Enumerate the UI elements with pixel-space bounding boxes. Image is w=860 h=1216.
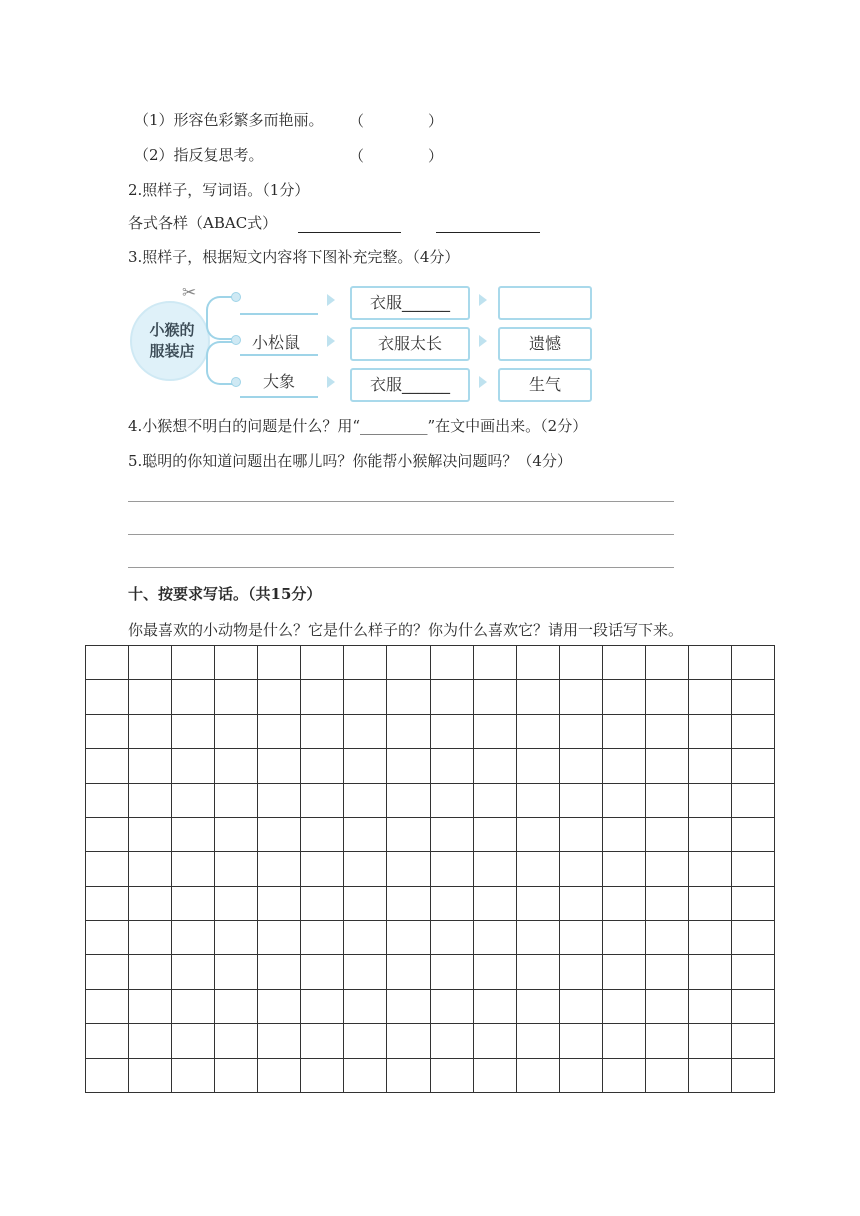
grid-cell[interactable]	[474, 852, 517, 886]
q2-title: 2.照样子，写词语。（1分）	[128, 181, 310, 199]
grid-cell[interactable]	[387, 784, 430, 818]
grid-cell[interactable]	[689, 680, 732, 714]
grid-cell[interactable]	[474, 1059, 517, 1093]
grid-cell[interactable]	[344, 921, 387, 955]
grid-cell[interactable]	[474, 680, 517, 714]
grid-cell[interactable]	[474, 646, 517, 680]
grid-cell[interactable]	[301, 680, 344, 714]
grid-cell[interactable]	[387, 887, 430, 921]
grid-cell[interactable]	[344, 1059, 387, 1093]
grid-cell[interactable]	[86, 1024, 129, 1058]
grid-cell[interactable]	[431, 749, 474, 783]
grid-cell[interactable]	[86, 1059, 129, 1093]
grid-cell[interactable]	[86, 852, 129, 886]
grid-cell[interactable]	[258, 749, 301, 783]
grid-cell[interactable]	[387, 818, 430, 852]
grid-cell[interactable]	[172, 646, 215, 680]
q1-item-2-answer-open: （	[349, 147, 365, 165]
q2-blank-2[interactable]	[436, 232, 540, 233]
grid-cell[interactable]	[689, 955, 732, 989]
grid-cell[interactable]	[732, 955, 775, 989]
grid-cell[interactable]	[560, 955, 603, 989]
grid-cell[interactable]	[732, 646, 775, 680]
grid-cell[interactable]	[301, 646, 344, 680]
grid-cell[interactable]	[258, 990, 301, 1024]
grid-cell[interactable]	[129, 990, 172, 1024]
grid-cell[interactable]	[646, 921, 689, 955]
row-2-dot	[231, 335, 241, 345]
grid-cell[interactable]	[646, 646, 689, 680]
diagram-hub	[130, 301, 210, 381]
grid-cell[interactable]	[431, 955, 474, 989]
grid-cell[interactable]	[301, 1024, 344, 1058]
q3-title: 3.照样子，根据短文内容将下图补充完整。（4分）	[128, 248, 460, 266]
grid-cell[interactable]	[517, 715, 560, 749]
grid-cell[interactable]	[603, 852, 646, 886]
grid-cell[interactable]	[172, 818, 215, 852]
grid-cell[interactable]	[603, 715, 646, 749]
grid-cell[interactable]	[732, 1059, 775, 1093]
grid-cell[interactable]	[215, 749, 258, 783]
grid-cell[interactable]	[344, 990, 387, 1024]
grid-cell[interactable]	[215, 955, 258, 989]
grid-cell[interactable]	[517, 818, 560, 852]
grid-cell[interactable]	[431, 852, 474, 886]
grid-cell[interactable]	[560, 852, 603, 886]
grid-cell[interactable]	[129, 818, 172, 852]
row-1-arrow-2	[479, 294, 487, 306]
grid-cell[interactable]	[431, 990, 474, 1024]
grid-cell[interactable]	[172, 784, 215, 818]
grid-cell[interactable]	[301, 887, 344, 921]
grid-cell[interactable]	[172, 990, 215, 1024]
grid-cell[interactable]	[129, 887, 172, 921]
grid-cell[interactable]	[129, 955, 172, 989]
grid-cell[interactable]	[86, 784, 129, 818]
row-3-line	[240, 396, 318, 398]
grid-cell[interactable]	[646, 715, 689, 749]
grid-cell[interactable]	[344, 887, 387, 921]
grid-cell[interactable]	[129, 1024, 172, 1058]
grid-cell[interactable]	[603, 1059, 646, 1093]
grid-cell[interactable]	[215, 715, 258, 749]
grid-cell[interactable]	[603, 749, 646, 783]
grid-cell[interactable]	[86, 715, 129, 749]
grid-cell[interactable]	[689, 715, 732, 749]
grid-cell[interactable]	[431, 1024, 474, 1058]
grid-cell[interactable]	[560, 784, 603, 818]
grid-cell[interactable]	[86, 921, 129, 955]
grid-cell[interactable]	[689, 784, 732, 818]
grid-cell[interactable]	[344, 818, 387, 852]
grid-cell[interactable]	[646, 990, 689, 1024]
row-1-problem[interactable]: 衣服______	[350, 286, 470, 320]
row-3-dot	[231, 377, 241, 387]
grid-cell[interactable]	[603, 818, 646, 852]
grid-cell[interactable]	[517, 1024, 560, 1058]
grid-cell[interactable]	[215, 852, 258, 886]
grid-cell[interactable]	[301, 749, 344, 783]
grid-cell[interactable]	[646, 784, 689, 818]
grid-cell[interactable]	[258, 715, 301, 749]
grid-cell[interactable]	[517, 1059, 560, 1093]
grid-cell[interactable]	[689, 990, 732, 1024]
grid-cell[interactable]	[215, 1024, 258, 1058]
writing-grid[interactable]	[85, 645, 775, 1093]
grid-cell[interactable]	[431, 680, 474, 714]
row-3-name: 大象	[263, 372, 296, 391]
grid-cell[interactable]	[732, 680, 775, 714]
grid-cell[interactable]	[732, 887, 775, 921]
grid-cell[interactable]	[172, 852, 215, 886]
q1-item-1: （1）形容色彩繁多而艳丽。	[134, 111, 324, 129]
grid-cell[interactable]	[474, 818, 517, 852]
grid-cell[interactable]	[603, 784, 646, 818]
q2-blank-1[interactable]	[298, 232, 401, 233]
grid-cell[interactable]	[387, 852, 430, 886]
grid-cell[interactable]	[517, 955, 560, 989]
section-10-title: 十、按要求写话。（共15分）	[128, 585, 322, 603]
grid-cell[interactable]	[732, 749, 775, 783]
grid-cell[interactable]	[387, 646, 430, 680]
grid-cell[interactable]	[431, 887, 474, 921]
grid-cell[interactable]	[258, 887, 301, 921]
grid-cell[interactable]	[474, 784, 517, 818]
row-1-arrow-1	[327, 294, 335, 306]
row-1-line	[240, 313, 318, 315]
grid-cell[interactable]	[258, 921, 301, 955]
grid-cell[interactable]	[603, 921, 646, 955]
row-2-problem: 衣服太长	[350, 327, 470, 361]
grid-cell[interactable]	[732, 715, 775, 749]
grid-cell[interactable]	[215, 887, 258, 921]
grid-cell[interactable]	[646, 818, 689, 852]
grid-cell[interactable]	[560, 646, 603, 680]
grid-cell[interactable]	[517, 990, 560, 1024]
grid-cell[interactable]	[387, 749, 430, 783]
grid-cell[interactable]	[474, 887, 517, 921]
grid-cell[interactable]	[387, 1059, 430, 1093]
grid-cell[interactable]	[258, 1059, 301, 1093]
row-2-line	[240, 354, 318, 356]
grid-cell[interactable]	[387, 990, 430, 1024]
grid-cell[interactable]	[129, 784, 172, 818]
grid-cell[interactable]	[689, 1059, 732, 1093]
grid-cell[interactable]	[517, 680, 560, 714]
grid-cell[interactable]	[689, 921, 732, 955]
grid-cell[interactable]	[258, 1024, 301, 1058]
grid-cell[interactable]	[86, 646, 129, 680]
grid-cell[interactable]	[387, 1024, 430, 1058]
connector-top	[206, 296, 238, 340]
q1-item-1-answer-close: ）	[428, 112, 444, 130]
row-2-result: 遗憾	[498, 327, 592, 361]
grid-cell[interactable]	[517, 784, 560, 818]
grid-cell[interactable]	[172, 1024, 215, 1058]
grid-cell[interactable]	[689, 852, 732, 886]
grid-cell[interactable]	[732, 990, 775, 1024]
grid-cell[interactable]	[387, 680, 430, 714]
grid-cell[interactable]	[560, 1024, 603, 1058]
row-1-dot	[231, 292, 241, 302]
grid-cell[interactable]	[215, 990, 258, 1024]
grid-cell[interactable]	[689, 749, 732, 783]
grid-cell[interactable]	[732, 921, 775, 955]
grid-cell[interactable]	[215, 646, 258, 680]
grid-cell[interactable]	[560, 990, 603, 1024]
grid-cell[interactable]	[172, 715, 215, 749]
grid-cell[interactable]	[172, 749, 215, 783]
grid-cell[interactable]	[689, 887, 732, 921]
grid-cell[interactable]	[431, 784, 474, 818]
grid-cell[interactable]	[517, 749, 560, 783]
grid-cell[interactable]	[517, 852, 560, 886]
grid-cell[interactable]	[646, 1059, 689, 1093]
grid-cell[interactable]	[646, 1024, 689, 1058]
grid-cell[interactable]	[129, 715, 172, 749]
q2-example: 各式各样（ABAC式）	[128, 214, 278, 232]
grid-cell[interactable]	[301, 1059, 344, 1093]
q1-item-2: （2）指反复思考。	[134, 146, 264, 164]
grid-cell[interactable]	[301, 921, 344, 955]
grid-cell[interactable]	[431, 1059, 474, 1093]
grid-cell[interactable]	[560, 1059, 603, 1093]
row-3-arrow-1	[327, 376, 335, 388]
grid-cell[interactable]	[86, 818, 129, 852]
grid-cell[interactable]	[258, 680, 301, 714]
grid-cell[interactable]	[474, 749, 517, 783]
q5-title: 5.聪明的你知道问题出在哪儿吗？你能帮小猴解决问题吗？（4分）	[128, 452, 572, 470]
grid-cell[interactable]	[215, 680, 258, 714]
grid-cell[interactable]	[301, 715, 344, 749]
grid-cell[interactable]	[172, 1059, 215, 1093]
section-10-prompt: 你最喜欢的小动物是什么？它是什么样子的？你为什么喜欢它？请用一段话写下来。	[128, 621, 684, 639]
grid-cell[interactable]	[431, 715, 474, 749]
grid-cell[interactable]	[431, 921, 474, 955]
grid-cell[interactable]	[689, 646, 732, 680]
grid-cell[interactable]	[301, 990, 344, 1024]
hub-label: 小猴的 服装店	[149, 321, 195, 360]
grid-cell[interactable]	[603, 955, 646, 989]
grid-cell[interactable]	[603, 887, 646, 921]
grid-cell[interactable]	[732, 852, 775, 886]
grid-cell[interactable]	[172, 921, 215, 955]
row-3-problem[interactable]: 衣服______	[350, 368, 470, 402]
q4-title: 4.小猴想不明白的问题是什么？用“_________”在文中画出来。（2分）	[128, 417, 588, 435]
grid-cell[interactable]	[344, 646, 387, 680]
grid-cell[interactable]	[258, 955, 301, 989]
grid-cell[interactable]	[560, 921, 603, 955]
grid-cell[interactable]	[129, 680, 172, 714]
grid-cell[interactable]	[86, 680, 129, 714]
grid-cell[interactable]	[646, 680, 689, 714]
grid-cell[interactable]	[603, 646, 646, 680]
row-2-name: 小松鼠	[252, 333, 301, 352]
grid-cell[interactable]	[129, 1059, 172, 1093]
grid-cell[interactable]	[129, 646, 172, 680]
grid-cell[interactable]	[646, 749, 689, 783]
grid-cell[interactable]	[172, 955, 215, 989]
grid-cell[interactable]	[86, 955, 129, 989]
grid-cell[interactable]	[431, 646, 474, 680]
grid-cell[interactable]	[517, 646, 560, 680]
grid-cell[interactable]	[603, 680, 646, 714]
grid-cell[interactable]	[258, 646, 301, 680]
grid-cell[interactable]	[301, 784, 344, 818]
grid-cell[interactable]	[646, 955, 689, 989]
grid-cell[interactable]	[215, 1059, 258, 1093]
grid-cell[interactable]	[517, 921, 560, 955]
answer-line-3[interactable]	[128, 567, 674, 568]
grid-cell[interactable]	[344, 955, 387, 989]
grid-cell[interactable]	[86, 990, 129, 1024]
grid-cell[interactable]	[474, 921, 517, 955]
grid-cell[interactable]	[732, 1024, 775, 1058]
grid-cell[interactable]	[86, 887, 129, 921]
grid-cell[interactable]	[517, 887, 560, 921]
row-1-result[interactable]	[498, 286, 592, 320]
row-2-arrow-1	[327, 335, 335, 347]
grid-cell[interactable]	[86, 749, 129, 783]
grid-cell[interactable]	[646, 852, 689, 886]
q1-item-1-answer-open: （	[349, 112, 365, 130]
grid-cell[interactable]	[732, 818, 775, 852]
grid-cell[interactable]	[344, 852, 387, 886]
grid-cell[interactable]	[344, 1024, 387, 1058]
grid-cell[interactable]	[387, 955, 430, 989]
grid-cell[interactable]	[129, 749, 172, 783]
grid-cell[interactable]	[172, 887, 215, 921]
grid-cell[interactable]	[129, 852, 172, 886]
grid-cell[interactable]	[689, 818, 732, 852]
answer-line-1[interactable]	[128, 501, 674, 502]
grid-cell[interactable]	[474, 990, 517, 1024]
grid-cell[interactable]	[344, 749, 387, 783]
grid-cell[interactable]	[301, 955, 344, 989]
grid-cell[interactable]	[560, 818, 603, 852]
grid-cell[interactable]	[387, 715, 430, 749]
grid-cell[interactable]	[344, 715, 387, 749]
grid-cell[interactable]	[129, 921, 172, 955]
grid-cell[interactable]	[344, 784, 387, 818]
clothing-shop-diagram	[128, 283, 598, 398]
grid-cell[interactable]	[215, 921, 258, 955]
grid-cell[interactable]	[603, 1024, 646, 1058]
row-3-arrow-2	[479, 376, 487, 388]
grid-cell[interactable]	[560, 749, 603, 783]
grid-cell[interactable]	[172, 680, 215, 714]
grid-cell[interactable]	[258, 818, 301, 852]
answer-line-2[interactable]	[128, 534, 674, 535]
grid-cell[interactable]	[603, 990, 646, 1024]
grid-cell[interactable]	[301, 818, 344, 852]
row-2-arrow-2	[479, 335, 487, 347]
grid-cell[interactable]	[387, 921, 430, 955]
grid-cell[interactable]	[301, 852, 344, 886]
grid-cell[interactable]	[431, 818, 474, 852]
row-3-result: 生气	[498, 368, 592, 402]
scissors-icon: ✂	[182, 283, 197, 303]
grid-cell[interactable]	[215, 818, 258, 852]
grid-cell[interactable]	[258, 852, 301, 886]
grid-cell[interactable]	[215, 784, 258, 818]
grid-cell[interactable]	[646, 887, 689, 921]
grid-cell[interactable]	[474, 955, 517, 989]
grid-cell[interactable]	[474, 1024, 517, 1058]
grid-cell[interactable]	[560, 680, 603, 714]
grid-cell[interactable]	[560, 887, 603, 921]
grid-cell[interactable]	[344, 680, 387, 714]
grid-cell[interactable]	[732, 784, 775, 818]
grid-cell[interactable]	[474, 715, 517, 749]
grid-cell[interactable]	[560, 715, 603, 749]
grid-cell[interactable]	[258, 784, 301, 818]
grid-cell[interactable]	[689, 1024, 732, 1058]
q1-item-2-answer-close: ）	[428, 147, 444, 165]
